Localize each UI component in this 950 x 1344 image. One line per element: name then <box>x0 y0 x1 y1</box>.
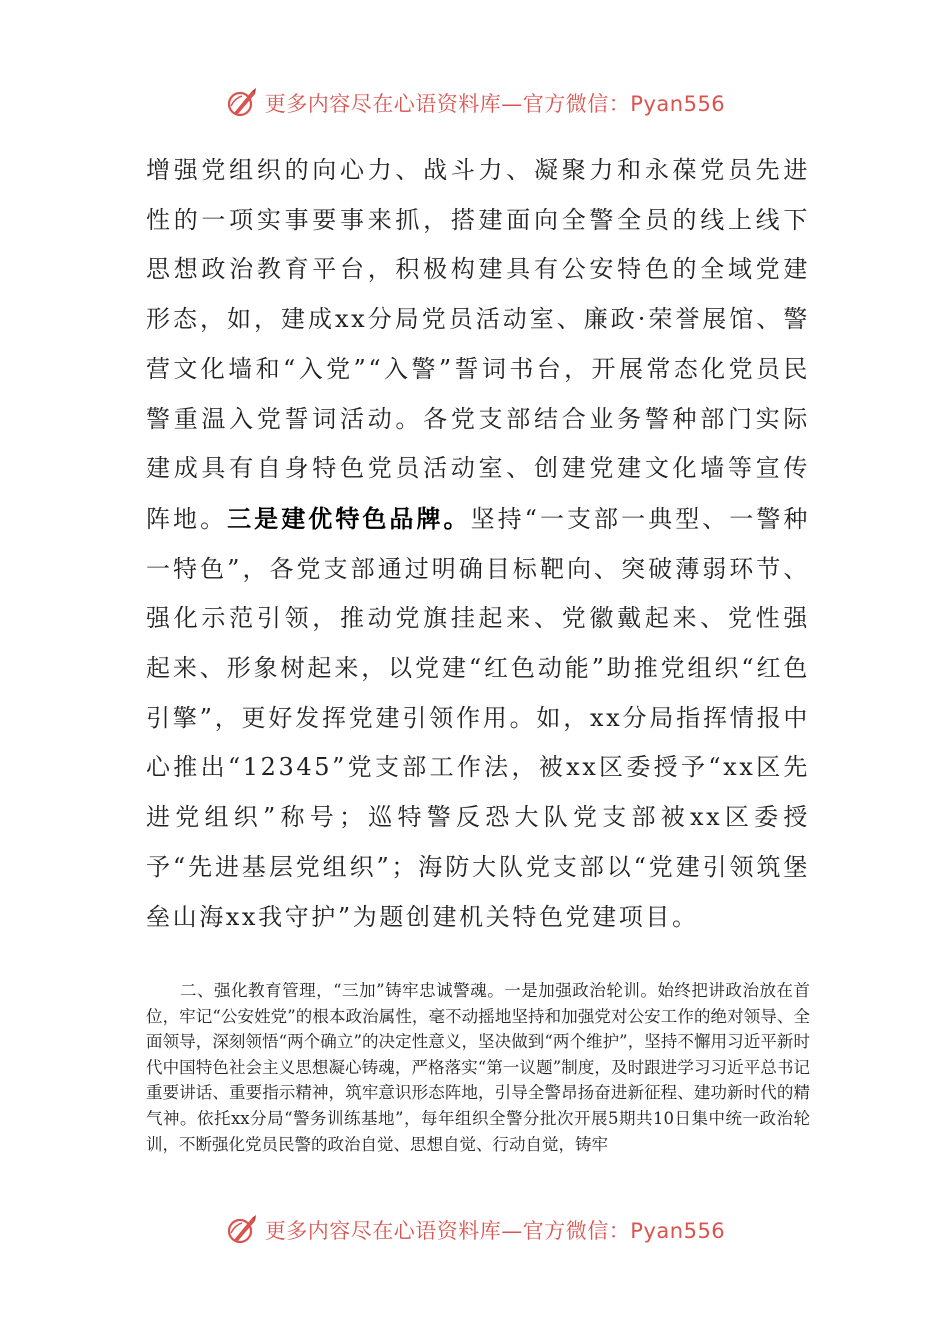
header-watermark <box>0 83 950 123</box>
paragraph-text-continued: 坚持“一支部一典型、一警种一特色”，各党支部通过明确目标靶向、突破薄弱环节、强化示范引领，推动党旗挂起来、党徽戴起来、党性强起来、形象树起来，以党建“红色动能”助推党组织“红色引擎”，更好发挥党建引领作用。如，xx分局指挥情报中心推出“12345”党支部工作法，被xx区委授予“xx区先进党组织”称号；巡特警反恐大队党支部被xx区委授予“先进基层党组织”；海防大队党支部以“党建引领筑堡垒山海xx我守护”为题创建机关特色党建项目。 <box>146 504 810 931</box>
body-paragraph <box>146 146 810 942</box>
watermark-text: 更多内容尽在心语资料库—官方微信：Pyan556 <box>264 92 726 116</box>
section-two-paragraph: 二、强化教育管理，“三加”铸牢忠诚警魂。一是加强政治轮训。始终把讲政治放在首位，牢记“公安姓党”的根本政治属性，毫不动摇地坚持和加强党对公安工作的绝对领导、全面领导，深刻领悟“两个确立”的决定性意义，坚决做到“两个维护”，坚持不懈用习近平新时代中国特色社会主义思想凝心铸魂，严格落实“第一议题”制度，及时跟进学习习近平总书记重要讲话、重要指示精神，筑牢意识形态阵地，引导全警昂扬奋进新征程、建功新时代的精气神。依托xx分局“警务训练基地”，每年组织全警分批次开展5期共10日集中统一政治轮训，不断强化党员民警的政治自觉、思想自觉、行动自觉，铸牢 <box>146 981 810 1154</box>
quill-pen-logo-icon <box>225 1213 259 1247</box>
footer-watermark <box>0 1210 950 1250</box>
bold-heading-text: 三是建优特色品牌。 <box>227 503 471 533</box>
paragraph-text: 增强党组织的向心力、战斗力、凝聚力和永葆党员先进性的一项实事要事来抓，搭建面向全警全员的线上线下思想政治教育平台，积极构建具有公安特色的全域党建形态，如，建成xx分局党员活动室、廉政·荣誉展馆、警营文化墙和“入党”“入警”誓词书台，开展常态化党员民警重温入党誓词活动。各党支部结合业务警种部门实际建成具有自身特色党员活动室、创建党建文化墙等宣传阵地。 <box>146 156 810 533</box>
quill-pen-logo-icon <box>225 86 259 120</box>
watermark-text: 更多内容尽在心语资料库—官方微信：Pyan556 <box>264 1219 726 1243</box>
